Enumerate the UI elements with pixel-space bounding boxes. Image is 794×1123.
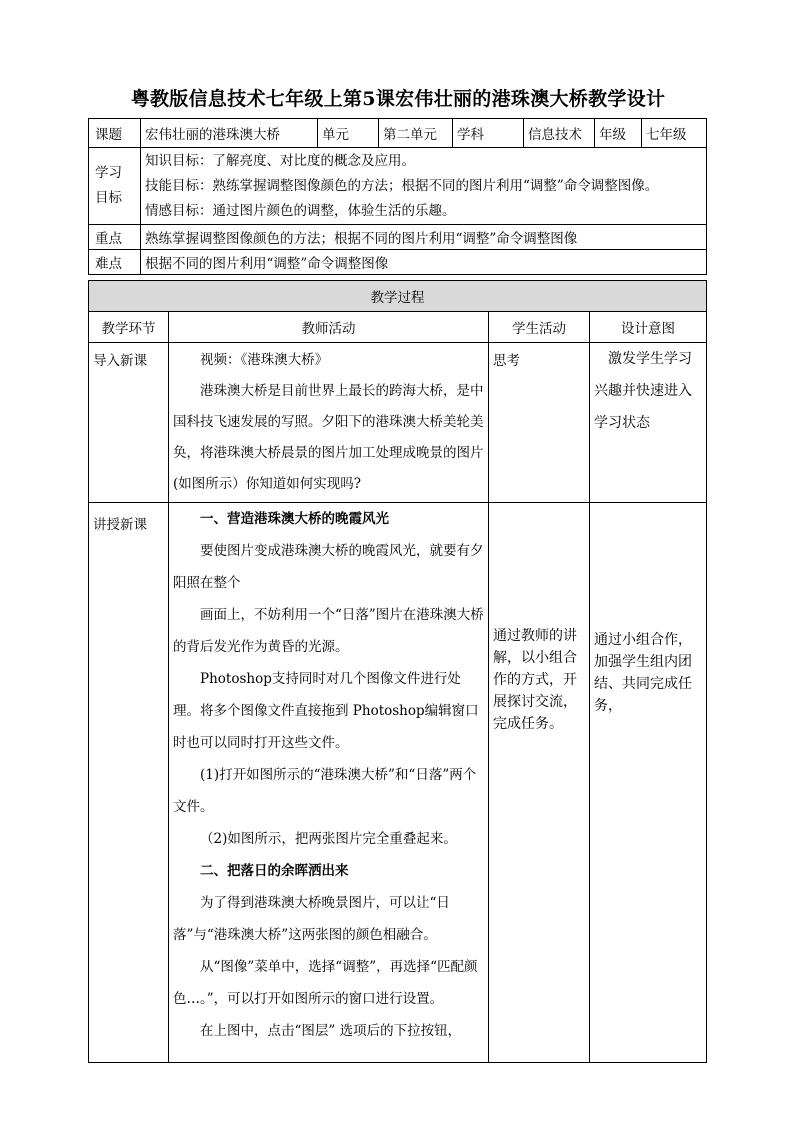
teaching-process-table (88, 280, 707, 1063)
intro-paragraph: 港珠澳大桥是目前世界上最长的跨海大桥，是中国科技飞速发展的写照。夕阳下的港珠澳大桥美轮美奂，将港珠澳大桥晨景的图片加工处理成晚景的图片(如图所示）你知道如何实现吗? (173, 383, 484, 492)
process-header: 教学过程 (89, 281, 707, 312)
lecture-stage: 讲授新课 (89, 503, 169, 1063)
lecture-student (489, 503, 590, 1063)
lecture-heading-2: 二、把落日的余晖洒出来 (200, 863, 349, 879)
lecture-student-text: 通过教师的讲解，以小组合作的方式，开展探讨交流，完成任务。 (493, 628, 577, 732)
lecture-paragraph-7: 从“图像”菜单中，选择“调整”，再选择“匹配颜色…。”，可以打开如图所示的窗口进行设置。 (173, 959, 478, 1007)
lecture-design (590, 503, 707, 1063)
lecture-paragraph-6: 为了得到港珠澳大桥晚景图片，可以让“日落”与“港珠澳大桥”这两张图的颜色相融合。 (173, 895, 450, 943)
col-design-header: 设计意图 (590, 312, 707, 343)
intro-design (590, 343, 707, 503)
lecture-paragraph-5: （2)如图所示，把两张图片完全重叠起来。 (200, 831, 457, 847)
subject-label: 学科 (453, 119, 524, 148)
intro-stage: 导入新课 (89, 343, 169, 503)
intro-row (89, 343, 707, 503)
col-stage-header: 教学环节 (89, 312, 169, 343)
unit-value: 第二单元 (379, 119, 453, 148)
lecture-design-text: 通过小组合作，加强学生组内团结、共同完成任务， (594, 632, 692, 714)
intro-video: 视频：《港珠澳大桥》 (200, 352, 329, 368)
grade-label: 年级 (595, 119, 642, 148)
lecture-paragraph-8: 在上图中，点击“图层” 选项后的下拉按钮， (200, 1023, 462, 1039)
lecture-paragraph-1: 要使图片变成港珠澳大桥的晚霞风光，就要有夕阳照在整个 (173, 543, 484, 591)
topic-label: 课题 (89, 119, 141, 148)
skill-goal: 技能目标：熟练掌握调整图像颜色的方法；根据不同的图片利用“调整”命令调整图像。 (145, 177, 659, 194)
document-title: 粤教版信息技术七年级上第5课宏伟壮丽的港珠澳大桥教学设计 (130, 88, 666, 110)
goals-content (141, 148, 707, 225)
lecture-heading-1: 一、营造港珠澳大桥的晚霞风光 (200, 511, 389, 527)
difficulty-value: 根据不同的图片利用“调整”命令调整图像 (141, 250, 707, 275)
difficulty-row (89, 250, 707, 275)
lecture-paragraph-2: 画面上，不妨利用一个“日落”图片在港珠澳大桥的背后发光作为黄昏的光源。 (173, 607, 484, 655)
unit-label: 单元 (318, 119, 379, 148)
topic-value: 宏伟壮丽的港珠澳大桥 (141, 119, 318, 148)
emotion-goal: 情感目标：通过图片颜色的调整，体验生活的乐趣。 (145, 202, 456, 219)
intro-design-text: 激发学生学习兴趣并快速进入学习状态 (594, 351, 692, 431)
key-point-value: 熟练掌握调整图像颜色的方法；根据不同的图片利用“调整”命令调整图像 (141, 225, 707, 250)
goals-label-line1: 学习 (95, 165, 122, 181)
key-point-label: 重点 (89, 225, 141, 250)
intro-teacher (169, 343, 489, 503)
difficulty-label: 难点 (89, 250, 141, 275)
lesson-info-table (88, 118, 707, 275)
info-row (89, 119, 707, 148)
process-header-row (89, 281, 707, 312)
col-teacher-header: 教师活动 (169, 312, 489, 343)
goals-row (89, 148, 707, 225)
knowledge-goal: 知识目标：了解亮度、对比度的概念及应用。 (145, 152, 415, 169)
subject-value: 信息技术 (524, 119, 595, 148)
lecture-teacher (169, 503, 489, 1063)
column-header-row (89, 312, 707, 343)
key-point-row (89, 225, 707, 250)
goals-label (89, 148, 141, 225)
lecture-paragraph-3: Photoshop支持同时对几个图像文件进行处理。将多个图像文件直接拖到 Photoshop编辑窗口时也可以同时打开这些文件。 (173, 671, 479, 751)
intro-student: 思考 (489, 343, 590, 503)
lecture-paragraph-4: (1)打开如图所示的“港珠澳大桥”和“日落”两个文件。 (173, 767, 477, 815)
grade-value: 七年级 (642, 119, 707, 148)
goals-label-line2: 目标 (95, 190, 122, 206)
col-student-header: 学生活动 (489, 312, 590, 343)
lecture-row (89, 503, 707, 1063)
